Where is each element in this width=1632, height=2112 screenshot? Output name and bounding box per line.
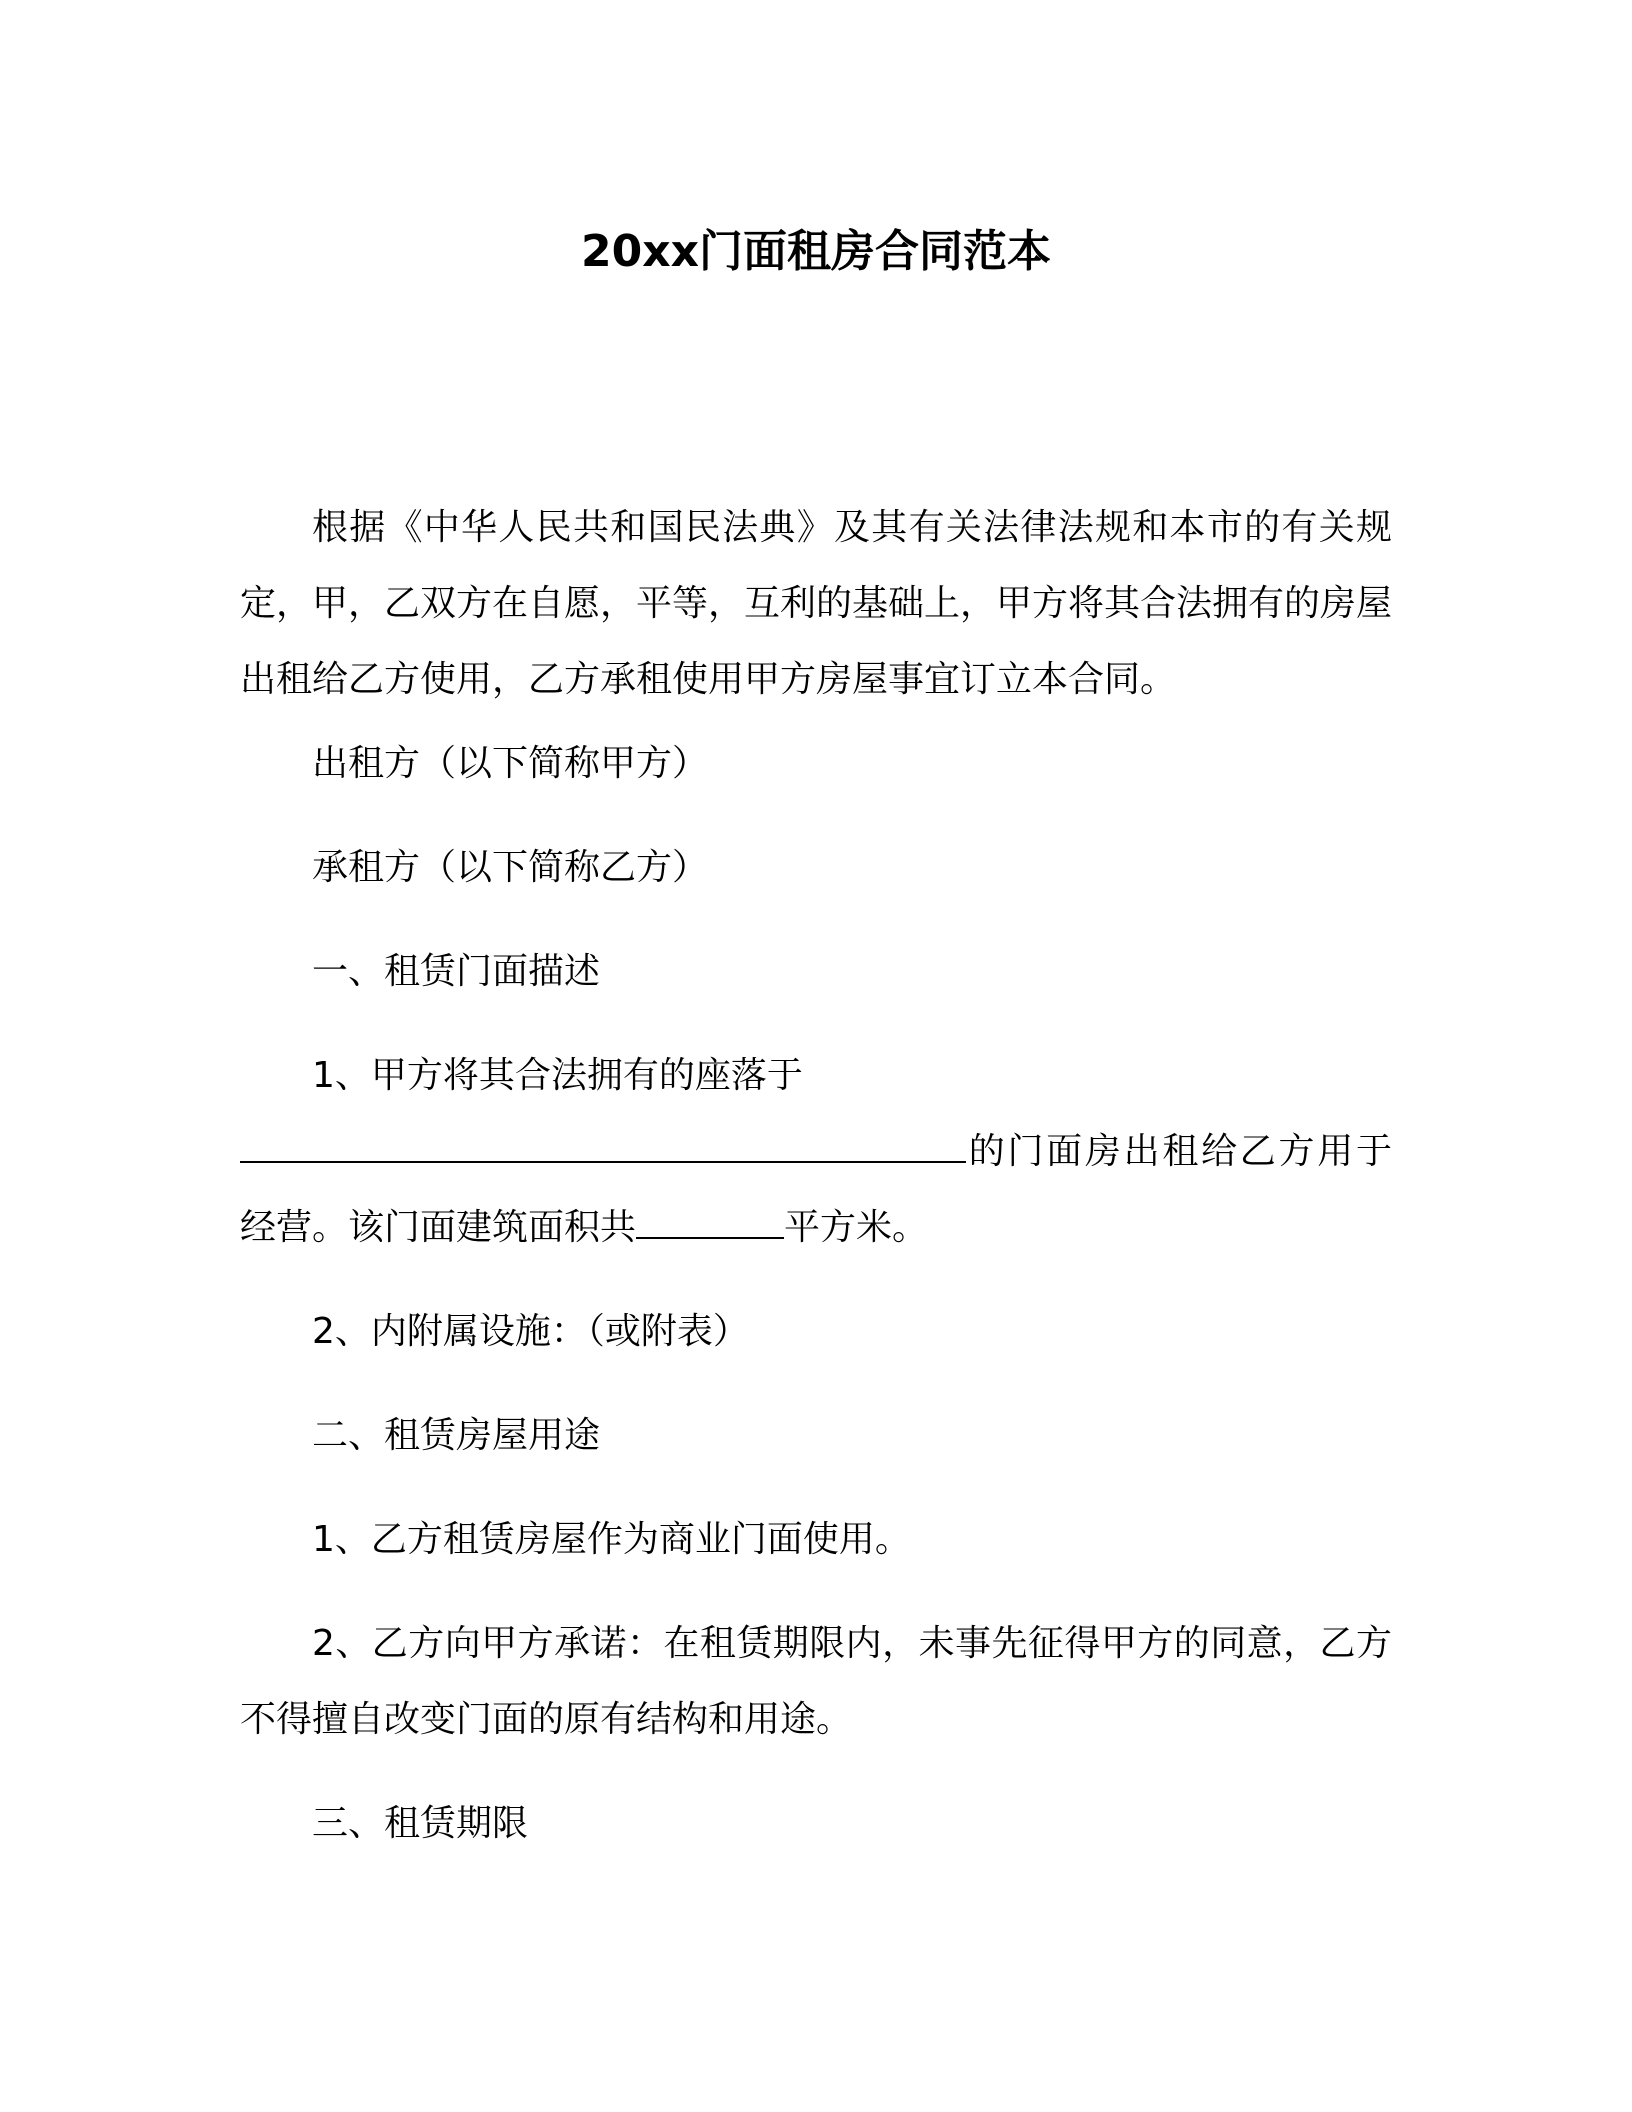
area-blank [636,1205,784,1239]
item-1-1-unit: 平方米。 [784,1207,929,1248]
lessee-line: 承租方（以下简称乙方） [312,847,709,888]
item-2-2: 2、乙方向甲方承诺：在租赁期限内，未事先征得甲方的同意，乙方不得擅自改变门面的原有结构和用途。 [240,1623,1392,1740]
section-3-heading: 三、租赁期限 [312,1803,529,1844]
item-1-1-lead: 1、甲方将其合法拥有的座落于 [312,1055,803,1096]
item-2-1: 1、乙方租赁房屋作为商业门面使用。 [312,1519,911,1560]
section-2-heading: 二、租赁房屋用途 [312,1415,601,1456]
document-title: 20xx门面租房合同范本 [581,226,1051,277]
item-1-1-continued [240,1114,1392,1266]
lessor-line: 出租方（以下简称甲方） [312,743,709,784]
item-1-1-after-blank: 的门面房出租给乙方用于经营。该门面建筑面积共 [240,1131,1392,1248]
section-1-heading: 一、租赁门面描述 [312,951,601,992]
document-body [240,490,1392,1862]
location-blank [240,1129,966,1163]
intro-paragraph: 根据《中华人民共和国民法典》及其有关法律法规和本市的有关规定，甲，乙双方在自愿，平等，互利的基础上，甲方将其合法拥有的房屋出租给乙方使用，乙方承租使用甲方房屋事宜订立本合同。 [240,507,1393,700]
item-1-2: 2、内附属设施：（或附表） [312,1311,749,1352]
